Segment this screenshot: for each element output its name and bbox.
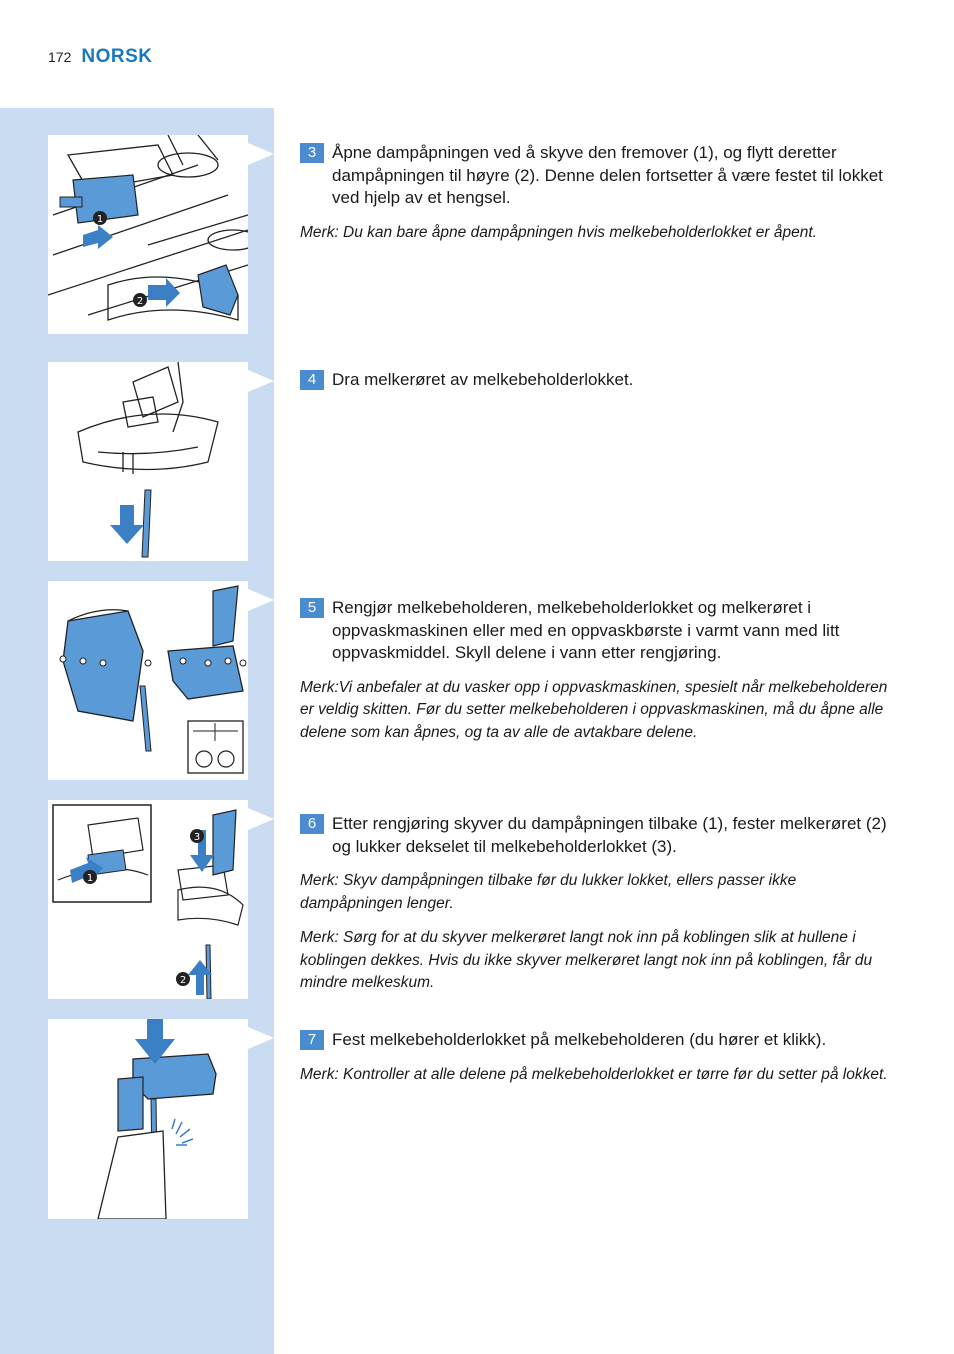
step-5 [300, 597, 894, 744]
callout-2: 2 [179, 975, 187, 986]
callout-2: 2 [136, 296, 144, 307]
pull-milk-tube-illustration [48, 362, 248, 561]
callout-3: 3 [193, 832, 201, 843]
step-note: Merk: Kontroller at alle delene på melkebeholderlokket er tørre før du setter på lokket. [300, 1065, 888, 1083]
illustration-step-3 [48, 135, 248, 334]
step-note: Merk: Sørg for at du skyver melkerøret langt nok inn på koblingen slik at hullene i koblingen dekkes. Hvis du ikke skyver melkerøret langt nok inn på koblingen, får du mindre melkeskum. [300, 929, 873, 991]
step-4 [300, 369, 894, 392]
illustration-step-6 [48, 800, 248, 999]
attach-lid-illustration [48, 1019, 248, 1219]
step-text: Dra melkerøret av melkebeholderlokket. [332, 370, 634, 389]
step-note: Merk:Vi anbefaler at du vasker opp i oppvaskmaskinen, spesielt når melkebeholderen er veldig skitten. Før du setter melkebeholderen i oppvaskmaskinen, må du åpne alle delene som kan åpnes, og ta av alle de avtakbare delene. [300, 678, 888, 741]
callout-1: 1 [86, 873, 94, 884]
step-text: Rengjør melkebeholderen, melkebeholderlokket og melkerøret i oppvaskmaskinen eller med en oppvaskbørste i varmt vann med litt oppvaskmiddel. Skyll delene i vann etter rengjøring. [332, 598, 840, 662]
language-title: NORSK [81, 46, 153, 67]
step-text: Fest melkebeholderlokket på melkebeholderen (du hører et klikk). [332, 1030, 827, 1049]
illustration-step-5 [48, 581, 248, 780]
step-text: Etter rengjøring skyver du dampåpningen tilbake (1), fester melkerøret (2) og lukker dekselet til melkebeholderlokket (3). [332, 814, 887, 856]
reassembly-illustration [48, 800, 248, 999]
step-number-badge: 5 [300, 598, 324, 618]
step-6 [300, 813, 894, 995]
step-note: Merk: Du kan bare åpne dampåpningen hvis melkebeholderlokket er åpent. [300, 223, 817, 241]
steam-opening-illustration [48, 135, 248, 334]
illustration-step-4 [48, 362, 248, 561]
step-number-badge: 6 [300, 814, 324, 834]
callout-1: 1 [96, 214, 104, 225]
page-header [48, 46, 152, 76]
step-number-badge: 4 [300, 370, 324, 390]
step-text: Åpne dampåpningen ved å skyve den fremover (1), og flytt deretter dampåpningen til høyre (2). Denne delen fortsetter å være festet til lokket ved hjelp av et hengsel. [332, 143, 883, 207]
step-number-badge: 3 [300, 143, 324, 163]
page-number: 172 [48, 49, 72, 65]
illustration-step-7 [48, 1019, 248, 1219]
cleaning-parts-illustration [48, 581, 248, 780]
step-number-badge: 7 [300, 1030, 324, 1050]
step-3 [300, 142, 894, 244]
step-7 [300, 1029, 894, 1086]
step-note: Merk: Skyv dampåpningen tilbake før du lukker lokket, ellers passer ikke dampåpningen lenger. [300, 872, 797, 912]
